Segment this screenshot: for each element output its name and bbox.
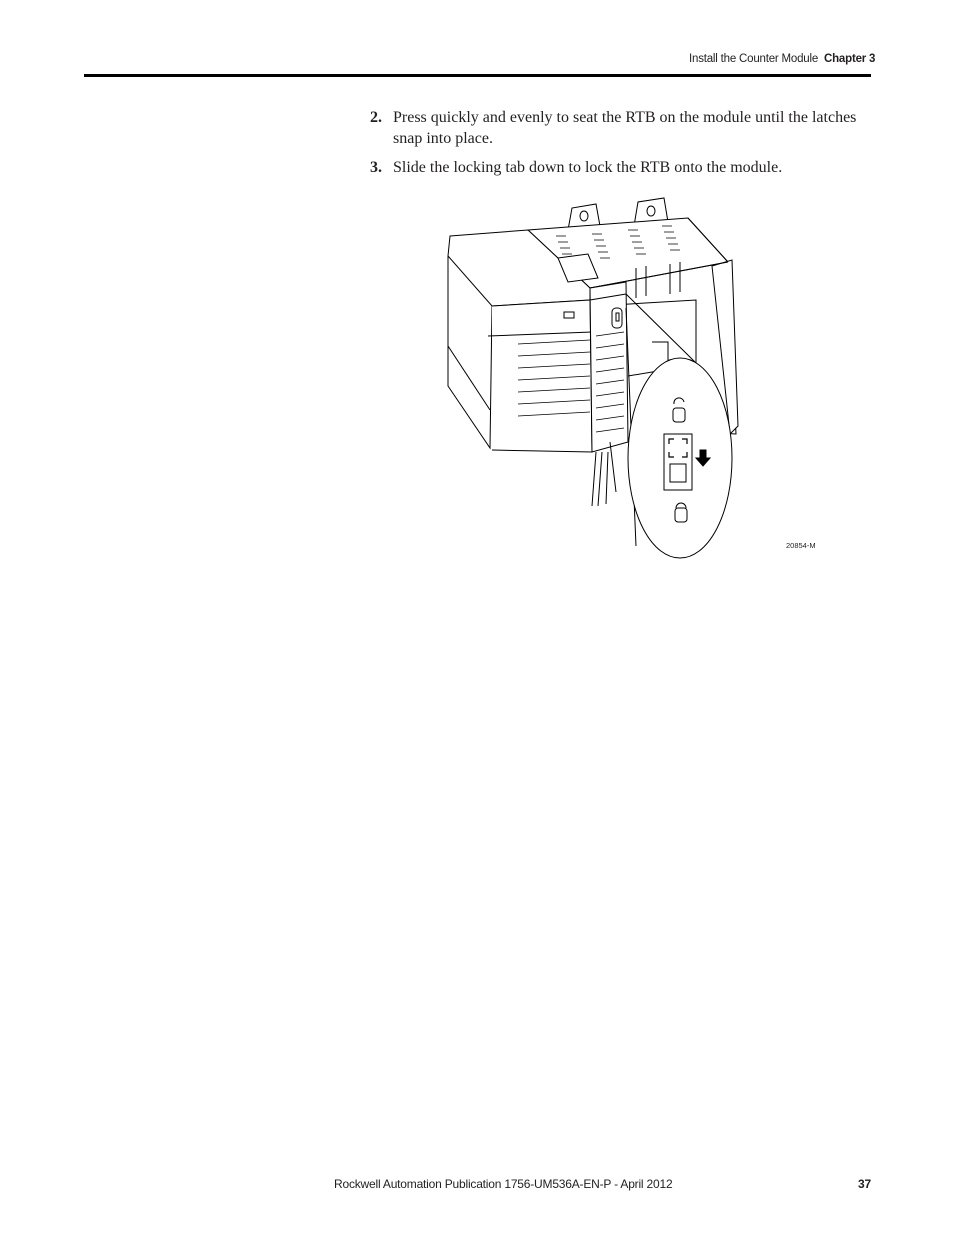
step-item bbox=[370, 107, 860, 149]
step-text: Slide the locking tab down to lock the RTB onto the module. bbox=[393, 159, 783, 176]
lock-detail-callout bbox=[626, 294, 732, 558]
page-number: 37 bbox=[858, 1177, 871, 1191]
header-rule bbox=[84, 74, 871, 77]
step-number: 2. bbox=[370, 109, 382, 126]
footer-publication: Rockwell Automation Publication 1756-UM536A-EN-P - April 2012 bbox=[334, 1177, 673, 1191]
header-section-title: Install the Counter Module bbox=[689, 53, 819, 65]
step-number: 3. bbox=[370, 159, 382, 176]
figure-id: 20854-M bbox=[786, 541, 816, 550]
step-text: Press quickly and evenly to seat the RTB on the module until the latches snap into place. bbox=[393, 109, 857, 147]
rtb-lock-illustration bbox=[440, 196, 820, 566]
step-item bbox=[370, 157, 860, 178]
header-chapter: Chapter 3 bbox=[824, 53, 876, 65]
